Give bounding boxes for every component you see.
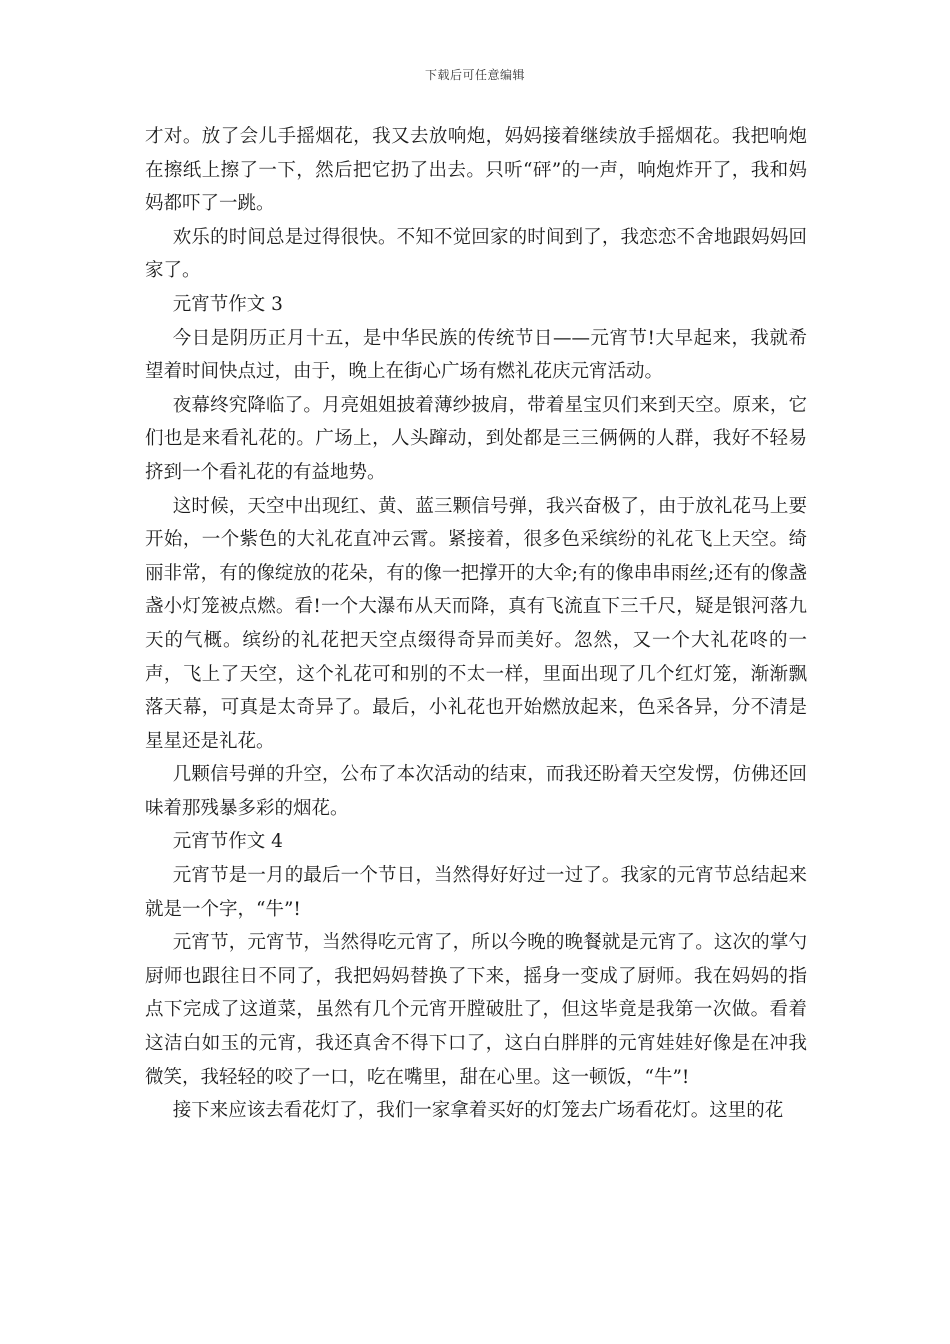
document-body xyxy=(145,120,807,1128)
paragraph-5: 这时候，天空中出现红、黄、蓝三颗信号弹，我兴奋极了，由于放礼花马上要开始，一个紫色的大礼花直冲云霄。紧接着，很多色采缤纷的礼花飞上天空。绮丽非常，有的像绽放的花朵，有的像一把撑开的大伞;有的像串串雨丝;还有的像盏盏小灯笼被点燃。看!一个大瀑布从天而降，真有飞流直下三千尺，疑是银河落九天的气概。缤纷的礼花把天空点缀得奇异而美好。忽然，又一个大礼花咚的一声，飞上了天空，这个礼花可和别的不太一样，里面出现了几个红灯笼，渐渐飘落天幕，可真是太奇异了。最后，小礼花也开始燃放起来，色采各异，分不清是星星还是礼花。 xyxy=(145,495,807,752)
section-heading-3: 元宵节作文 3 xyxy=(172,293,283,315)
section-heading-4: 元宵节作文 4 xyxy=(172,831,283,853)
paragraph-2: 欢乐的时间总是过得很快。不知不觉回家的时间到了，我恋恋不舍地跟妈妈回家了。 xyxy=(145,226,807,282)
paragraph-8: 元宵节，元宵节，当然得吃元宵了，所以今晚的晚餐就是元宵了。这次的掌勺厨师也跟往日不同了，我把妈妈替换了下来，摇身一变成了厨师。我在妈妈的指点下完成了这道菜，虽然有几个元宵开膛破肚了，但这毕竟是我第一次做。看着这洁白如玉的元宵，我还真舍不得下口了，这白白胖胖的元宵娃娃好像是在冲我微笑，我轻轻的咬了一口，吃在嘴里，甜在心里。这一顿饭，“牛”! xyxy=(145,932,807,1088)
paragraph-7: 元宵节是一月的最后一个节日，当然得好好过一过了。我家的元宵节总结起来就是一个字，“牛”! xyxy=(145,865,807,920)
page-header: 下载后可任意编辑 xyxy=(424,68,525,82)
paragraph-1: 才对。放了会儿手摇烟花，我又去放响炮，妈妈接着继续放手摇烟花。我把响炮在擦纸上擦了一下，然后把它扔了出去。只听“砰”的一声，响炮炸开了，我和妈妈都吓了一跳。 xyxy=(145,126,807,215)
paragraph-6: 几颗信号弹的升空，公布了本次活动的结束，而我还盼着天空发愣，仿佛还回味着那残暴多彩的烟花。 xyxy=(145,764,807,819)
paragraph-3: 今日是阴历正月十五，是中华民族的传统节日——元宵节!大早起来，我就希望着时间快点过，由于，晚上在街心广场有燃礼花庆元宵活动。 xyxy=(145,327,807,383)
paragraph-4: 夜幕终究降临了。月亮姐姐披着薄纱披肩，带着星宝贝们来到天空。原来，它们也是来看礼花的。广场上，人头蹿动，到处都是三三俩俩的人群，我好不轻易挤到一个看礼花的有益地势。 xyxy=(145,394,807,483)
paragraph-9: 接下来应该去看花灯了，我们一家拿着买好的灯笼去广场看花灯。这里的花 xyxy=(172,1100,784,1122)
